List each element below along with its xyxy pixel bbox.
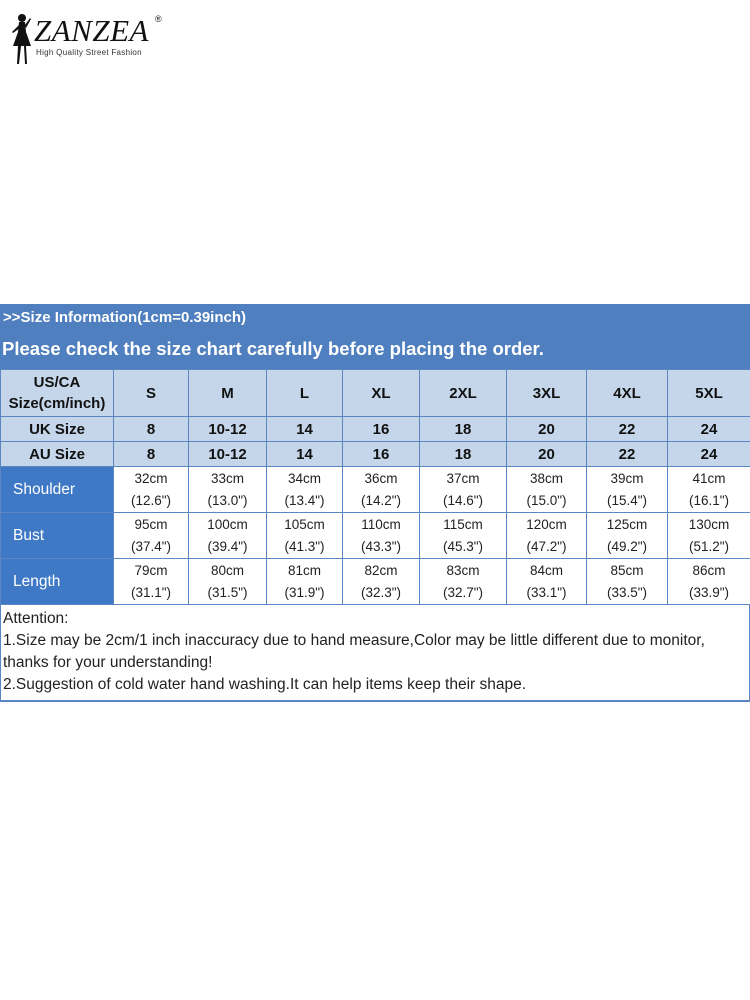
measurement-cell bbox=[420, 559, 507, 605]
measurement-cm: 39cm bbox=[610, 470, 644, 486]
registered-mark: ® bbox=[155, 14, 162, 24]
uk-size-cell: 18 bbox=[420, 417, 507, 442]
measurement-cell bbox=[668, 513, 750, 559]
size-header-2xl: 2XL bbox=[420, 370, 507, 417]
us-size-label-line1: US/CA bbox=[33, 374, 81, 391]
measurement-inch: (39.4") bbox=[207, 538, 248, 554]
measurement-cell bbox=[587, 467, 668, 513]
size-header-l: L bbox=[267, 370, 343, 417]
uk-size-cell: 14 bbox=[267, 417, 343, 442]
measurement-cell bbox=[587, 559, 668, 605]
uk-size-cell: 8 bbox=[114, 417, 189, 442]
measurement-cell bbox=[420, 513, 507, 559]
measurement-cm: 82cm bbox=[364, 562, 398, 578]
size-chart-notice: Please check the size chart carefully before placing the order. bbox=[2, 338, 544, 359]
measurement-cm: 37cm bbox=[446, 470, 480, 486]
au-size-cell: 16 bbox=[343, 442, 420, 467]
measurement-cm: 85cm bbox=[610, 562, 644, 578]
measurement-inch: (45.3") bbox=[442, 538, 484, 554]
measurement-cm: 79cm bbox=[134, 562, 168, 578]
measurement-inch: (43.3") bbox=[360, 538, 402, 554]
measurement-inch: (33.9") bbox=[688, 584, 730, 600]
measurement-cell bbox=[114, 467, 189, 513]
measurement-inch: (12.6") bbox=[130, 492, 172, 508]
au-size-cell: 8 bbox=[114, 442, 189, 467]
measurement-cell bbox=[267, 559, 343, 605]
measurement-cell bbox=[189, 513, 267, 559]
measurement-cell bbox=[507, 513, 587, 559]
measurement-cell bbox=[189, 467, 267, 513]
measurement-inch: (41.3") bbox=[284, 538, 325, 554]
attention-line: 1.Size may be 2cm/1 inch inaccuracy due to hand measure,Color may be little different due to monitor, bbox=[3, 632, 705, 649]
measurement-inch: (51.2") bbox=[688, 538, 730, 554]
measurement-inch: (16.1") bbox=[688, 492, 730, 508]
uk-size-cell: 10-12 bbox=[189, 417, 267, 442]
measurement-cm: 81cm bbox=[287, 562, 321, 578]
measurement-cell bbox=[343, 559, 420, 605]
measurement-cm: 84cm bbox=[529, 562, 563, 578]
measurement-inch: (32.3") bbox=[360, 584, 402, 600]
measurement-inch: (15.4") bbox=[606, 492, 648, 508]
measurement-cell bbox=[267, 467, 343, 513]
measurement-cell bbox=[343, 467, 420, 513]
size-header-4xl: 4XL bbox=[587, 370, 668, 417]
attention-line: thanks for your understanding! bbox=[3, 654, 213, 671]
measurement-cell bbox=[668, 559, 750, 605]
brand-name: ZANZEA bbox=[34, 13, 149, 48]
measurement-cell bbox=[267, 513, 343, 559]
measurement-cm: 32cm bbox=[134, 470, 168, 486]
size-chart-section bbox=[0, 304, 750, 702]
size-header-5xl: 5XL bbox=[668, 370, 750, 417]
au-size-label: AU Size bbox=[1, 442, 114, 467]
brand-logo bbox=[8, 10, 168, 66]
au-size-cell: 22 bbox=[587, 442, 668, 467]
measurement-row-length bbox=[1, 559, 750, 605]
measurement-label: Length bbox=[1, 559, 114, 605]
us-size-row bbox=[1, 370, 750, 417]
measurement-inch: (33.5") bbox=[606, 584, 648, 600]
measurement-inch: (14.2") bbox=[360, 492, 402, 508]
au-size-cell: 18 bbox=[420, 442, 507, 467]
uk-size-cell: 16 bbox=[343, 417, 420, 442]
measurement-cm: 125cm bbox=[606, 516, 648, 532]
measurement-inch: (13.0") bbox=[207, 492, 248, 508]
au-size-cell: 14 bbox=[267, 442, 343, 467]
measurement-cm: 38cm bbox=[529, 470, 563, 486]
measurement-cm: 115cm bbox=[443, 516, 483, 532]
measurement-inch: (31.1") bbox=[130, 584, 172, 600]
measurement-cm: 83cm bbox=[446, 562, 480, 578]
measurement-cell bbox=[507, 559, 587, 605]
measurement-cell bbox=[189, 559, 267, 605]
measurement-cell bbox=[420, 467, 507, 513]
measurement-cm: 41cm bbox=[692, 470, 726, 486]
measurement-row-bust bbox=[1, 513, 750, 559]
measurement-cm: 120cm bbox=[526, 516, 567, 532]
measurement-inch: (13.4") bbox=[284, 492, 325, 508]
measurement-inch: (32.7") bbox=[442, 584, 484, 600]
measurement-inch: (31.5") bbox=[207, 584, 248, 600]
au-size-cell: 24 bbox=[668, 442, 750, 467]
measurement-inch: (37.4") bbox=[130, 538, 172, 554]
uk-size-label: UK Size bbox=[1, 417, 114, 442]
measurement-inch: (47.2") bbox=[526, 538, 567, 554]
size-info-heading: >>Size Information(1cm=0.39inch) bbox=[3, 309, 246, 326]
brand-tagline: High Quality Street Fashion bbox=[36, 48, 142, 57]
uk-size-cell: 22 bbox=[587, 417, 668, 442]
measurement-cm: 95cm bbox=[134, 516, 168, 532]
attention-line: 2.Suggestion of cold water hand washing.It can help items keep their shape. bbox=[3, 676, 527, 693]
size-table bbox=[0, 369, 750, 605]
attention-title: Attention: bbox=[3, 610, 69, 627]
measurement-cm: 105cm bbox=[284, 516, 325, 532]
measurement-inch: (49.2") bbox=[606, 538, 648, 554]
measurement-cm: 33cm bbox=[210, 470, 244, 486]
measurement-cm: 130cm bbox=[688, 516, 730, 532]
measurement-label: Bust bbox=[1, 513, 114, 559]
measurement-cell bbox=[668, 467, 750, 513]
size-header-xl: XL bbox=[343, 370, 420, 417]
uk-size-cell: 24 bbox=[668, 417, 750, 442]
attention-notes bbox=[0, 605, 750, 702]
measurement-inch: (15.0") bbox=[526, 492, 567, 508]
measurement-cell bbox=[114, 513, 189, 559]
uk-size-cell: 20 bbox=[507, 417, 587, 442]
au-size-row bbox=[1, 442, 750, 467]
size-header-3xl: 3XL bbox=[507, 370, 587, 417]
measurement-label: Shoulder bbox=[1, 467, 114, 513]
measurement-cell bbox=[343, 513, 420, 559]
measurement-cm: 86cm bbox=[692, 562, 726, 578]
size-header-s: S bbox=[114, 370, 189, 417]
measurement-cm: 80cm bbox=[210, 562, 244, 578]
measurement-inch: (33.1") bbox=[526, 584, 567, 600]
measurement-cm: 36cm bbox=[364, 470, 398, 486]
us-size-label bbox=[1, 370, 114, 417]
us-size-label-line2: Size(cm/inch) bbox=[8, 395, 106, 412]
measurement-cm: 100cm bbox=[207, 516, 248, 532]
measurement-inch: (14.6") bbox=[442, 492, 484, 508]
measurement-row-shoulder bbox=[1, 467, 750, 513]
fashion-figure-icon bbox=[8, 12, 34, 66]
measurement-cm: 34cm bbox=[287, 470, 321, 486]
measurement-cm: 110cm bbox=[361, 516, 401, 532]
measurement-inch: (31.9") bbox=[284, 584, 325, 600]
au-size-cell: 20 bbox=[507, 442, 587, 467]
measurement-cell bbox=[114, 559, 189, 605]
measurement-cell bbox=[587, 513, 668, 559]
measurement-cell bbox=[507, 467, 587, 513]
au-size-cell: 10-12 bbox=[189, 442, 267, 467]
size-header-m: M bbox=[189, 370, 267, 417]
uk-size-row bbox=[1, 417, 750, 442]
